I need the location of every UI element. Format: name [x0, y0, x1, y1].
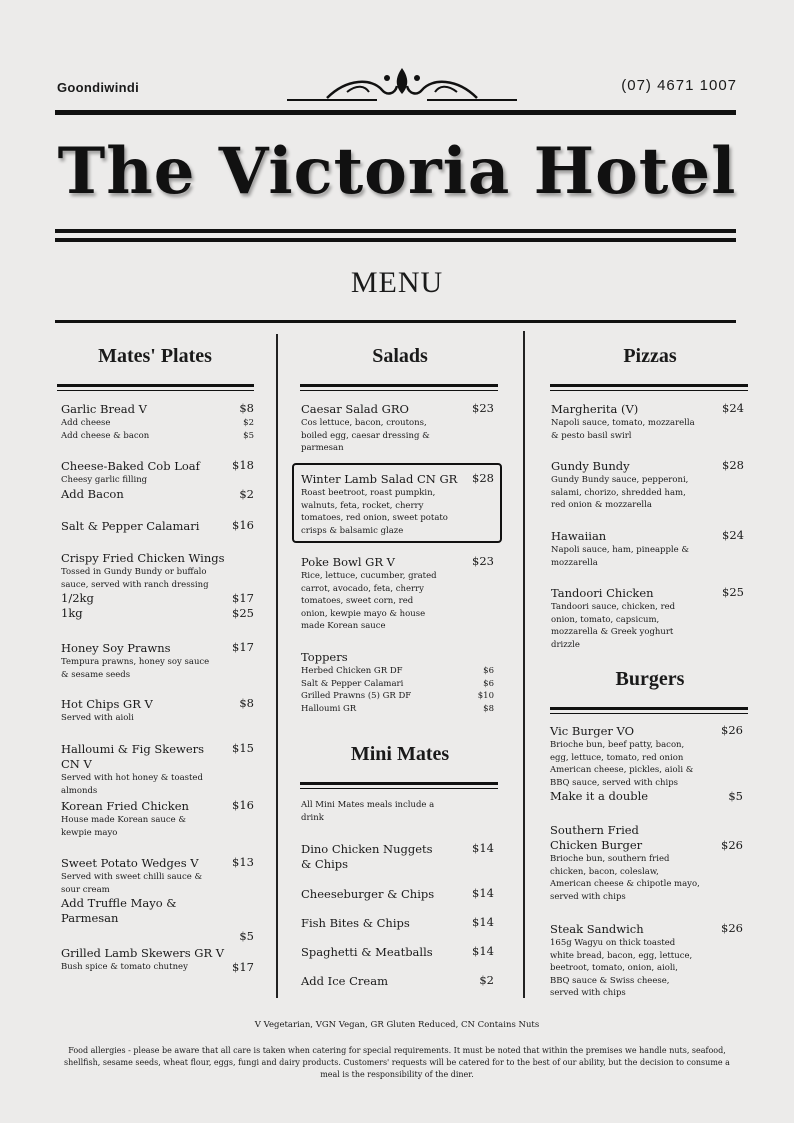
menu-item-steak-sandwich: Steak Sandwich $26 165g Wagyu on thick toasted white bread, bacon, egg, lettuce, beetroot, tomato, onion, aioli, BBQ sauce & Swiss cheese, served with chips	[550, 921, 743, 998]
menu-item-sweet-potato-wedges: Sweet Potato Wedges V $13 Served with sweet chilli sauce & sour cream Add Truffle Mayo & Parmesan $5	[61, 855, 254, 943]
phone-number: (07) 4671 1007	[621, 77, 737, 94]
menu-item-cheeseburger-chips: Cheeseburger & Chips $14	[301, 886, 494, 901]
toppers-list: Toppers Herbed Chicken GR DF $6 Salt & Pepper Calamari $6 Grilled Prawns (5) GR DF $10 Halloumi GR $8	[301, 650, 494, 714]
menu-item-gundy-bundy: Gundy Bundy $28 Gundy Bundy sauce, pepperoni, salami, chorizo, shredded ham, red onion & mozzarella	[551, 458, 744, 510]
ornament-flourish-icon	[287, 64, 517, 104]
menu-item-korean-chicken: Korean Fried Chicken $16 House made Korean sauce & kewpie mayo	[61, 798, 254, 838]
header-rule-mid-2	[55, 238, 736, 242]
section-rule-salads	[300, 384, 498, 391]
menu-item-margherita: Margherita (V) $24 Napoli sauce, tomato, mozzarella & pesto basil swirl	[551, 401, 744, 441]
column-divider-left	[276, 334, 278, 998]
section-heading-burgers: Burgers	[615, 668, 685, 690]
menu-item-dino-nuggets: Dino Chicken Nuggets & Chips $14	[301, 841, 494, 871]
section-rule-mates	[57, 384, 254, 391]
section-heading-mini-mates: Mini Mates	[350, 743, 450, 765]
section-heading-salads: Salads	[372, 345, 428, 367]
menu-item-calamari: Salt & Pepper Calamari $16	[61, 518, 254, 533]
menu-heading: MENU	[350, 266, 444, 299]
menu-item-hot-chips: Hot Chips GR V $8 Served with aioli	[61, 696, 254, 723]
menu-item-spaghetti: Spaghetti & Meatballs $14	[301, 944, 494, 959]
menu-item-cob-loaf: Cheese-Baked Cob Loaf $18 Cheesy garlic filling Add Bacon $2	[61, 458, 254, 501]
header-rule-mid-1	[55, 229, 736, 233]
header-rule-top	[55, 110, 736, 115]
menu-item-fish-bites: Fish Bites & Chips $14	[301, 915, 494, 930]
menu-item-ice-cream: Add Ice Cream $2	[301, 973, 494, 988]
menu-item-winter-lamb-salad: Winter Lamb Salad CN GR $28 Roast beetroot, roast pumpkin, walnuts, feta, rocket, cherry tomatoes, red onion, sweet potato crisps & balsamic glaze	[301, 471, 494, 536]
mini-mates-intro: All Mini Mates meals include a drink	[301, 800, 435, 823]
section-heading-pizzas: Pizzas	[623, 345, 677, 367]
dietary-legend: V Vegetarian, VGN Vegan, GR Gluten Reduced, CN Contains Nuts	[254, 1020, 540, 1030]
menu-item-lamb-skewers: Grilled Lamb Skewers GR V $17 Bush spice & tomato chutney	[61, 946, 254, 974]
menu-item-tandoori-chicken: Tandoori Chicken $25 Tandoori sauce, chicken, red onion, tomato, capsicum, mozzarella & Greek yoghurt drizzle	[551, 585, 744, 650]
menu-item-caesar-salad: Caesar Salad GRO $23 Cos lettuce, bacon, croutons, boiled egg, caesar dressing & parmesan	[301, 401, 494, 453]
menu-item-poke-bowl: Poke Bowl GR V $23 Rice, lettuce, cucumber, grated carrot, avocado, feta, cherry tomatoes, sweet corn, red onion, kewpie mayo & house made Korean sauce	[301, 554, 494, 631]
menu-item-southern-fried-burger: Southern Fried Chicken Burger $26 Brioche bun, southern fried chicken, bacon, coleslaw, American cheese & chipotle mayo, served with chips	[550, 823, 743, 902]
section-rule-burgers	[550, 707, 748, 714]
menu-item-garlic-bread: Garlic Bread V $8 Add cheese $2 Add cheese & bacon $5	[61, 401, 254, 441]
section-heading-mates-plates: Mates' Plates	[98, 345, 212, 367]
menu-rule	[55, 320, 736, 323]
section-rule-pizzas	[550, 384, 748, 391]
section-rule-mini	[300, 782, 498, 789]
menu-item-hawaiian: Hawaiian $24 Napoli sauce, ham, pineapple & mozzarella	[551, 528, 744, 568]
menu-item-halloumi-skewers: Halloumi & Fig Skewers CN V $15 Served with hot honey & toasted almonds	[61, 741, 254, 796]
allergy-notice: Food allergies - please be aware that all care is taken when catering for special requirements. It must be noted that within the premises we handle nuts, seafood, shellfish, sesame seeds, wheat flour, eggs, fungi and dairy products. Customers' requests will be catered for to the best of our ability, but the decision to consume a meal is the responsibility of the diner.	[64, 1046, 730, 1079]
hotel-title: The Victoria Hotel	[57, 134, 737, 209]
menu-item-vic-burger: Vic Burger VO $26 Brioche bun, beef patty, bacon, egg, lettuce, tomato, red onion American cheese, pickles, aioli & BBQ sauce, served with chips Make it a double $5	[550, 723, 743, 803]
menu-item-chicken-wings: Crispy Fried Chicken Wings Tossed in Gundy Bundy or buffalo sauce, served with ranch dressing 1/2kg $17 1kg $25	[61, 551, 254, 620]
menu-item-honey-soy-prawns: Honey Soy Prawns $17 Tempura prawns, honey soy sauce & sesame seeds	[61, 640, 254, 680]
town-name: Goondiwindi	[57, 80, 140, 95]
column-divider-right	[523, 331, 525, 998]
